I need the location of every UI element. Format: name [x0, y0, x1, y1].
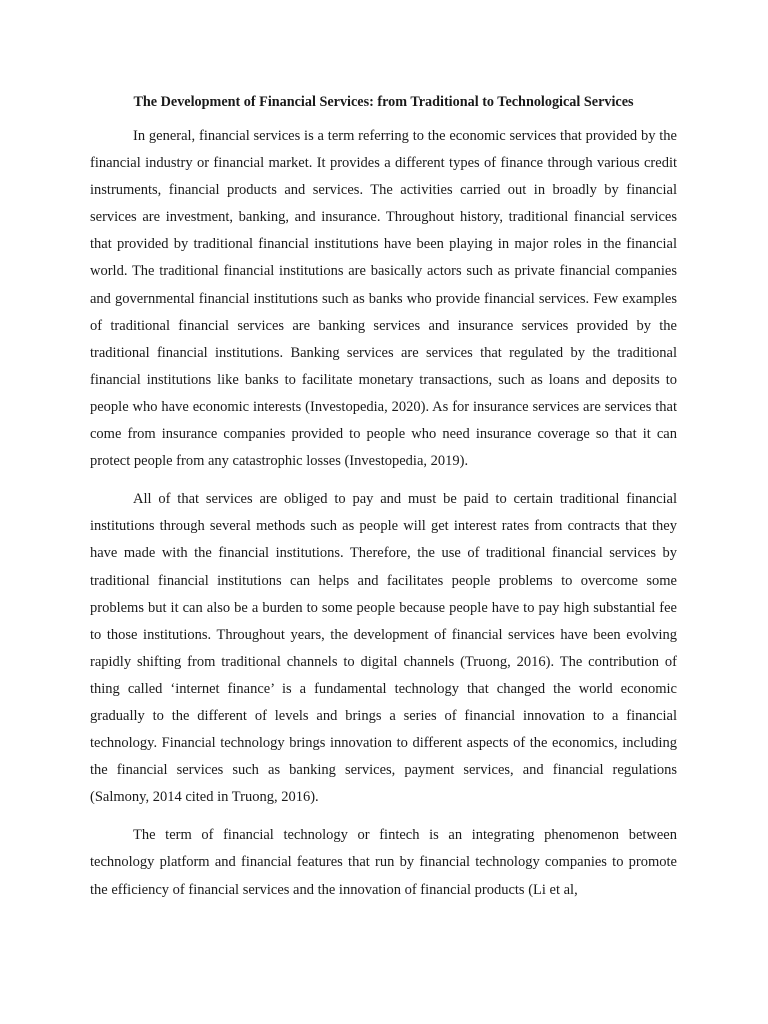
- document-title: The Development of Financial Services: from Traditional to Technological Services: [133, 94, 634, 110]
- document-body: [90, 94, 677, 915]
- paragraph-3: The term of financial technology or fintech is an integrating phenomenon between technology platform and financial features that run by financial technology companies to promote the efficiency of financial services and the innovation of financial products (Li et al,: [90, 827, 677, 898]
- paragraph-2: All of that services are obliged to pay and must be paid to certain traditional financial institutions through several methods such as people will get interest rates from contracts that they have made with the financial institutions. Therefore, the use of traditional financial services by traditional financial institutions can helps and facilitates people problems to overcome some problems but it can also be a burden to some people because people have to pay high substantial fee to those institutions. Throughout years, the development of financial services have been evolving rapidly shifting from traditional channels to digital channels (Truong, 2016). The contribution of thing called ‘internet finance’ is a fundamental technology that changed the world economic gradually to the different of levels and brings a series of financial innovation to a financial technology. Financial technology brings innovation to different aspects of the economics, including the financial services such as banking services, payment services, and financial regulations (Salmony, 2014 cited in Truong, 2016).: [90, 491, 677, 806]
- paragraph-1: In general, financial services is a term referring to the economic services that provided by the financial industry or financial market. It provides a different types of finance through various credit instruments, financial products and services. The activities carried out in broadly by financial services are investment, banking, and insurance. Throughout history, traditional financial services that provided by traditional financial institutions have been playing in major roles in the financial world. The traditional financial institutions are basically actors such as private financial companies and governmental financial institutions such as banks who provide financial services. Few examples of traditional financial services are banking services and insurance services provided by the traditional financial institutions. Banking services are services that regulated by the traditional financial institutions like banks to facilitate monetary transactions, such as loans and deposits to people who have economic interests (Investopedia, 2020). As for insurance services are services that come from insurance companies provided to people who need insurance coverage so that it can protect people from any catastrophic losses (Investopedia, 2019).: [90, 128, 677, 470]
